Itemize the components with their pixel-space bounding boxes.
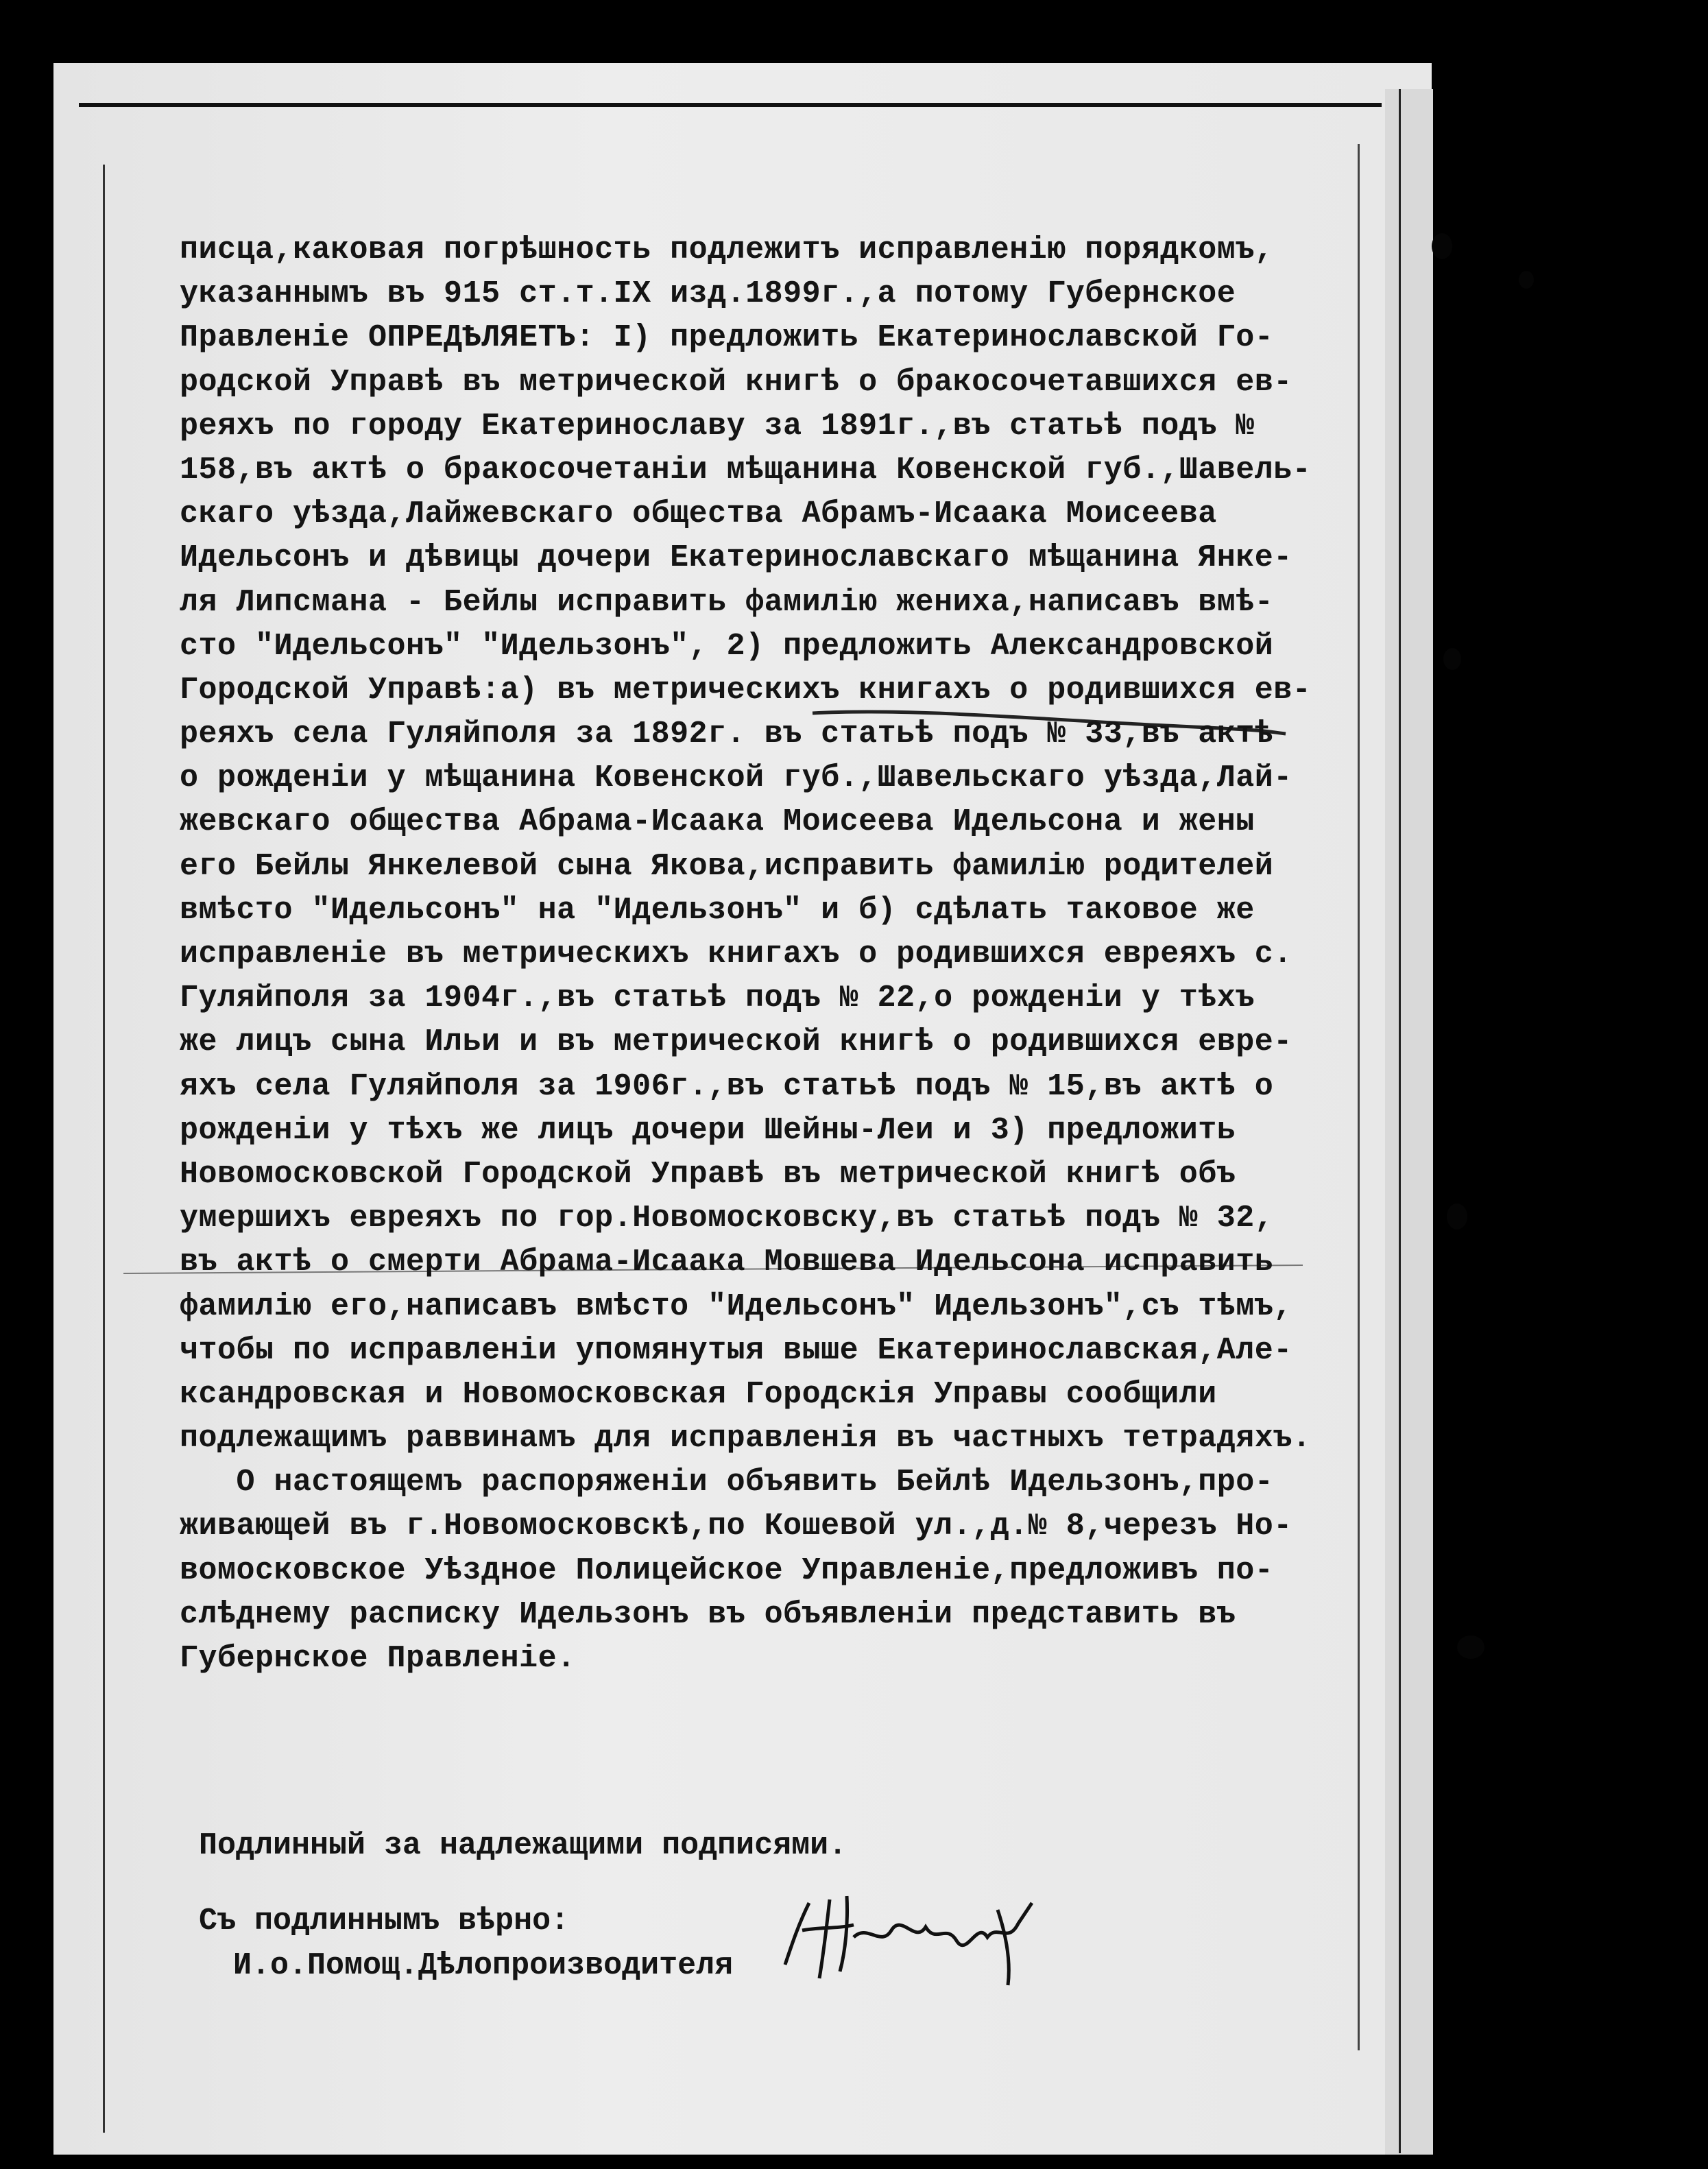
body-line: реяхъ села Гуляйполя за 1892г. въ статьѣ подъ № 33,въ актѣ: [180, 717, 1274, 752]
body-line: сто "Идельсонъ" "Идельзонъ", 2) предложить Александровской: [180, 628, 1274, 664]
body-line: живающей въ г.Новомосковскѣ,по Кошевой ул.,д.№ 8,черезъ Но-: [180, 1509, 1292, 1544]
body-line: вмѣсто "Идельсонъ" на "Идельзонъ" и б) сдѣлать таковое же: [180, 892, 1255, 928]
certification-line: Съ подлиннымъ вѣрно:: [199, 1904, 570, 1939]
body-line: рожденіи у тѣхъ же лицъ дочери Шейны-Леи и 3) предложить: [180, 1112, 1236, 1148]
body-line: Новомосковской Городской Управѣ въ метрической книгѣ объ: [180, 1156, 1236, 1192]
body-line: яхъ села Гуляйполя за 1906г.,въ статьѣ подъ № 15,въ актѣ о: [180, 1068, 1274, 1104]
handwritten-signature: [771, 1882, 1046, 1992]
body-line: Городской Управѣ:а) въ метрическихъ книгахъ о родившихся ев-: [180, 672, 1312, 708]
adjacent-page-edge: [1385, 89, 1433, 2155]
body-line: фамилію его,написавъ вмѣсто "Идельсонъ" Идельзонъ",съ тѣмъ,: [180, 1289, 1292, 1324]
body-line: слѣднему расписку Идельзонъ въ объявленіи представить въ: [180, 1596, 1236, 1632]
body-line: о рожденіи у мѣщанина Ковенской губ.,Шавельскаго уѣзда,Лай-: [180, 760, 1292, 796]
body-line: въ актѣ о смерти Абрама-Исаака Мовшева Идельсона исправить: [180, 1245, 1274, 1280]
body-line: исправленіе въ метрическихъ книгахъ о родившихся евреяхъ с.: [180, 937, 1292, 972]
body-line: Идельсонъ и дѣвицы дочери Екатеринославскаго мѣщанина Янке-: [180, 540, 1292, 576]
document-body: [180, 228, 1380, 1681]
punch-hole: [1432, 233, 1452, 259]
body-line: жевскаго общества Абрама-Исаака Моисеева Идельсона и жены: [180, 804, 1255, 840]
top-border-rule: [79, 103, 1382, 107]
body-line: вомосковское Уѣздное Полицейское Управленіе,предложивъ по-: [180, 1553, 1274, 1588]
punch-hole: [1457, 1635, 1484, 1659]
body-line: скаго уѣзда,Лайжевскаго общества Абрамъ-Исаака Моисеева: [180, 496, 1217, 532]
original-note: Подлинный за надлежащими подписями.: [199, 1828, 847, 1863]
body-line: Гуляйполя за 1904г.,въ статьѣ подъ № 22,о рожденіи у тѣхъ: [180, 981, 1255, 1016]
body-line: родской Управѣ въ метрической книгѣ о бракосочетавшихся ев-: [180, 364, 1292, 400]
body-line: ля Липсмана - Бейлы исправить фамилію жениха,написавъ вмѣ-: [180, 584, 1274, 620]
body-line: подлежащимъ раввинамъ для исправленія въ частныхъ тетрадяхъ.: [180, 1421, 1312, 1457]
body-line: же лицъ сына Ильи и въ метрической книгѣ о родившихся евре-: [180, 1024, 1292, 1060]
body-line: Губернское Правленіе.: [180, 1641, 576, 1676]
left-frame-line: [103, 165, 105, 2133]
body-line: реяхъ по городу Екатеринославу за 1891г.,въ статьѣ подъ №: [180, 408, 1255, 444]
body-line: ксандровская и Новомосковская Городскія Управы сообщили: [180, 1376, 1217, 1412]
body-line: чтобы по исправленіи упомянутыя выше Екатеринославская,Але-: [180, 1332, 1292, 1368]
body-line: О настоящемъ распоряженіи объявить Бейлѣ Идельзонъ,про-: [180, 1465, 1274, 1500]
body-line: писца,каковая погрѣшность подлежитъ исправленію порядкомъ,: [180, 232, 1274, 267]
punch-hole: [1447, 1203, 1467, 1230]
signatory-title: И.о.Помощ.Дѣлопроизводителя: [233, 1948, 734, 1983]
punch-hole: [1443, 648, 1461, 670]
body-line: его Бейлы Янкелевой сына Якова,исправить фамилію родителей: [180, 848, 1274, 884]
body-line: указаннымъ въ 915 ст.т.IX изд.1899г.,а потому Губернское: [180, 276, 1236, 312]
body-line: 158,въ актѣ о бракосочетаніи мѣщанина Ковенской губ.,Шавель-: [180, 452, 1312, 488]
page-edge-line: [1399, 89, 1401, 2153]
punch-hole: [1519, 271, 1534, 289]
body-line: Правленіе ОПРЕДѢЛЯЕТЪ: I) предложить Екатеринославской Го-: [180, 320, 1274, 356]
body-line: умершихъ евреяхъ по гор.Новомосковску,въ статьѣ подъ № 32,: [180, 1201, 1274, 1236]
